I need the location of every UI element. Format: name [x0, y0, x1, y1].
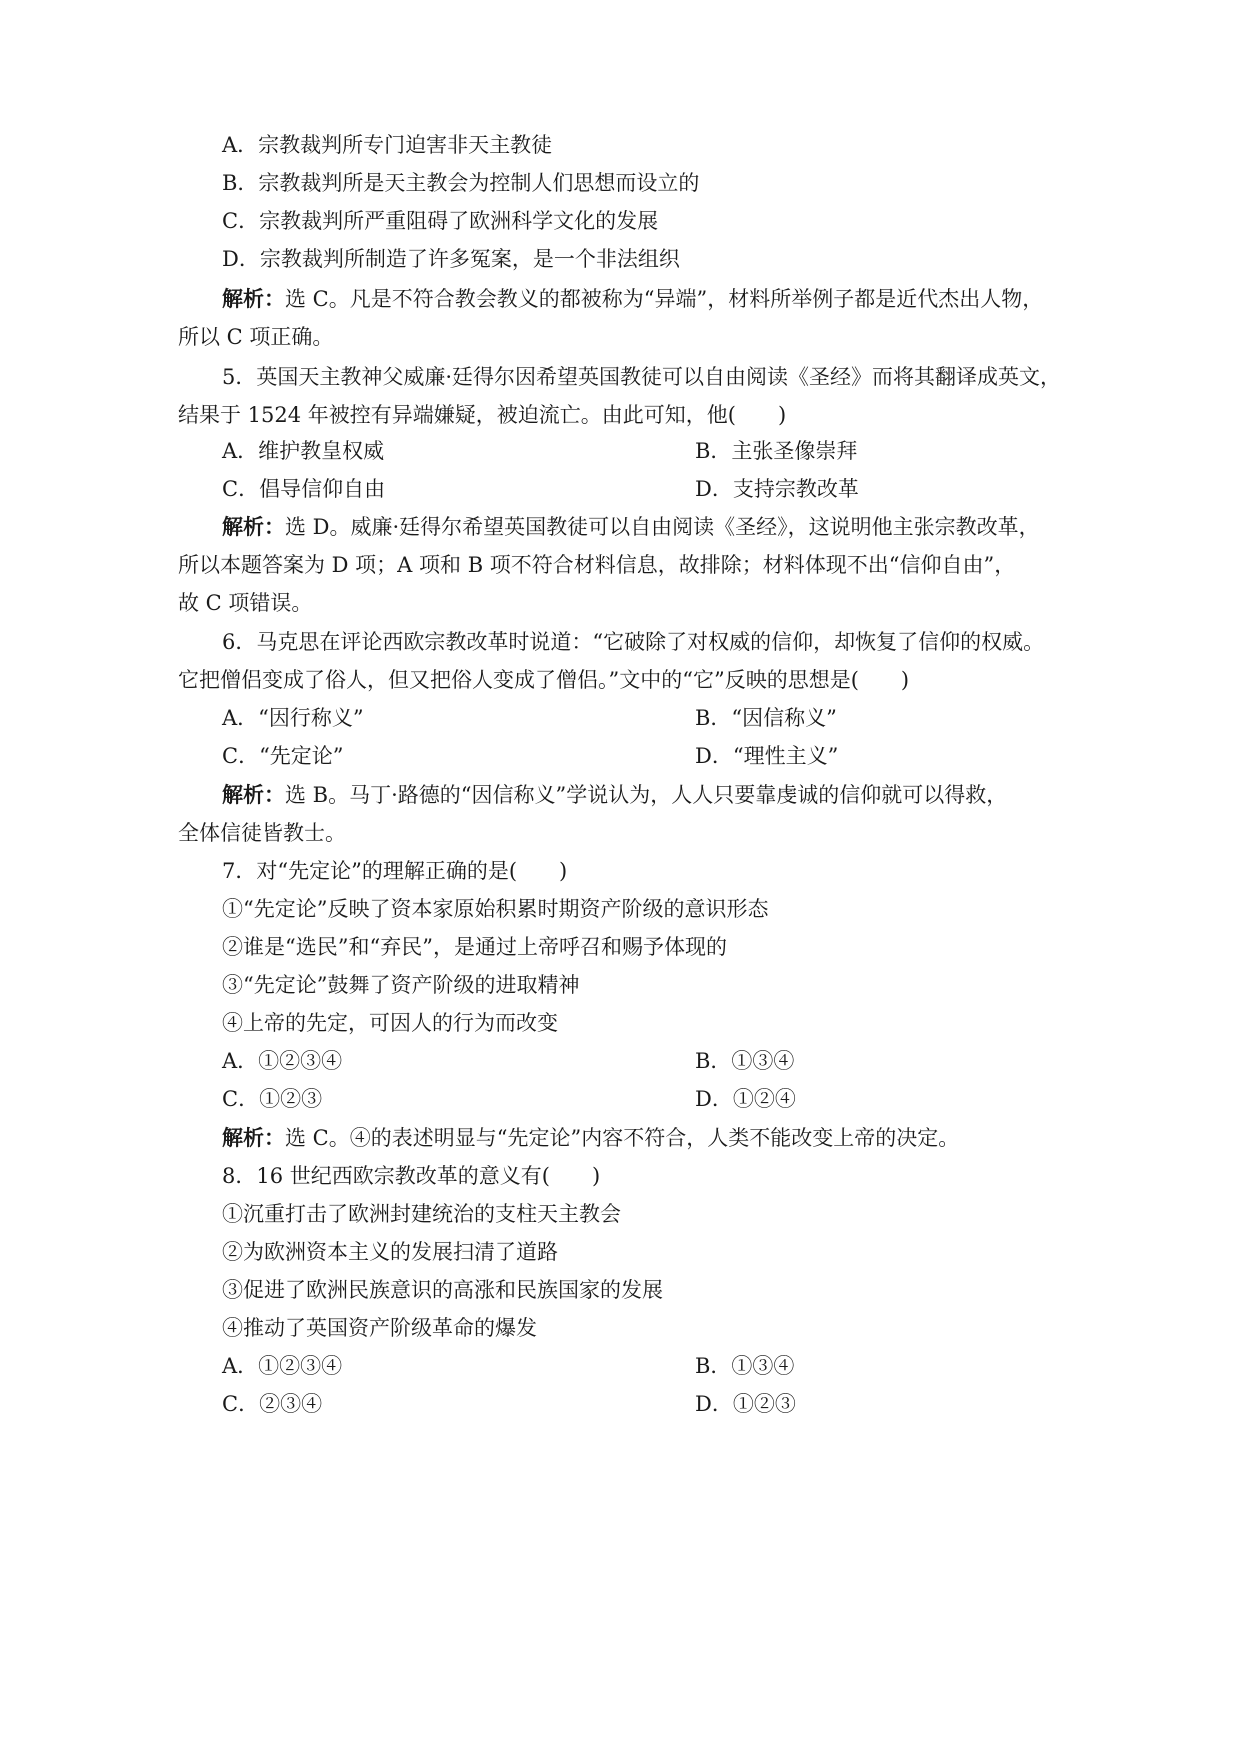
q5-analysis-line-1: 解析：选 D。威廉·廷得尔希望英国教徒可以自由阅读《圣经》，这说明他主张宗教改革，: [222, 514, 1040, 539]
q7-option-d: D．①②④: [695, 1087, 796, 1111]
q6-option-a: A．“因行称义”: [222, 706, 364, 730]
q8-item-3: ③促进了欧洲民族意识的高涨和民族国家的发展: [222, 1278, 663, 1302]
analysis-label: 解析：: [222, 286, 285, 311]
q8-stem: 8．16 世纪西欧宗教改革的意义有( ): [222, 1164, 601, 1188]
q5-option-b: B．主张圣像崇拜: [695, 439, 858, 463]
q8-option-c: C．②③④: [222, 1392, 323, 1416]
q5-option-d: D．支持宗教改革: [695, 477, 859, 501]
q6-stem-line-1: 6．马克思在评论西欧宗教改革时说道：“它破除了对权威的信仰，却恢复了信仰的权威。: [222, 630, 1045, 654]
q6-analysis-line-1: 解析：选 B。马丁·路德的“因信称义”学说认为，人人只要靠虔诚的信仰就可以得救，: [222, 782, 1008, 807]
q8-item-1: ①沉重打击了欧洲封建统治的支柱天主教会: [222, 1202, 621, 1226]
q5-option-c: C．倡导信仰自由: [222, 477, 386, 501]
q8-option-a: A．①②③④: [222, 1354, 343, 1378]
analysis-label: 解析：: [222, 514, 285, 539]
q8-item-2: ②为欧洲资本主义的发展扫清了道路: [222, 1240, 558, 1264]
q8-option-b: B．①③④: [695, 1354, 795, 1378]
q7-item-1: ①“先定论”反映了资本家原始积累时期资产阶级的意识形态: [222, 897, 769, 921]
q4-option-b: B．宗教裁判所是天主教会为控制人们思想而设立的: [222, 171, 700, 195]
q6-option-c: C．“先定论”: [222, 744, 344, 768]
q5-analysis-line-3: 故 C 项错误。: [178, 591, 313, 615]
q5-stem-line-1: 5．英国天主教神父威廉·廷得尔因希望英国教徒可以自由阅读《圣经》而将其翻译成英文，: [222, 365, 1062, 389]
q7-option-c: C．①②③: [222, 1087, 323, 1111]
q6-analysis-line-2: 全体信徒皆教士。: [178, 821, 346, 845]
q8-item-4: ④推动了英国资产阶级革命的爆发: [222, 1316, 537, 1340]
q6-option-b: B．“因信称义”: [695, 706, 837, 730]
q4-option-d: D．宗教裁判所制造了许多冤案，是一个非法组织: [222, 247, 680, 271]
q5-analysis-line-2: 所以本题答案为 D 项；A 项和 B 项不符合材料信息，故排除；材料体现不出“信仰自由”，: [178, 553, 1016, 577]
q5-option-a: A．维护教皇权威: [222, 439, 385, 463]
q8-option-d: D．①②③: [695, 1392, 796, 1416]
analysis-label: 解析：: [222, 782, 285, 807]
q6-stem-line-2: 它把僧侣变成了俗人，但又把俗人变成了僧侣。”文中的“它”反映的思想是( ): [178, 668, 910, 692]
q6-option-d: D．“理性主义”: [695, 744, 839, 768]
q7-option-a: A．①②③④: [222, 1049, 343, 1073]
q4-analysis-line-1: 解析：选 C。凡是不符合教会教义的都被称为“异端”，材料所举例子都是近代杰出人物，: [222, 286, 1044, 311]
q7-option-b: B．①③④: [695, 1049, 795, 1073]
q7-analysis-line-1: 解析：选 C。④的表述明显与“先定论”内容不符合，人类不能改变上帝的决定。: [222, 1125, 960, 1150]
q4-analysis-line-2: 所以 C 项正确。: [178, 325, 334, 349]
q4-option-c: C．宗教裁判所严重阻碍了欧洲科学文化的发展: [222, 209, 659, 233]
q5-stem-line-2: 结果于 1524 年被控有异端嫌疑，被迫流亡。由此可知，他( ): [178, 403, 787, 427]
q7-item-3: ③“先定论”鼓舞了资产阶级的进取精神: [222, 973, 580, 997]
analysis-label: 解析：: [222, 1125, 285, 1150]
q7-item-4: ④上帝的先定，可因人的行为而改变: [222, 1011, 558, 1035]
q7-item-2: ②谁是“选民”和“弃民”，是通过上帝呼召和赐予体现的: [222, 935, 727, 959]
q7-stem: 7．对“先定论”的理解正确的是( ): [222, 859, 568, 883]
q4-option-a: A．宗教裁判所专门迫害非天主教徒: [222, 133, 553, 157]
